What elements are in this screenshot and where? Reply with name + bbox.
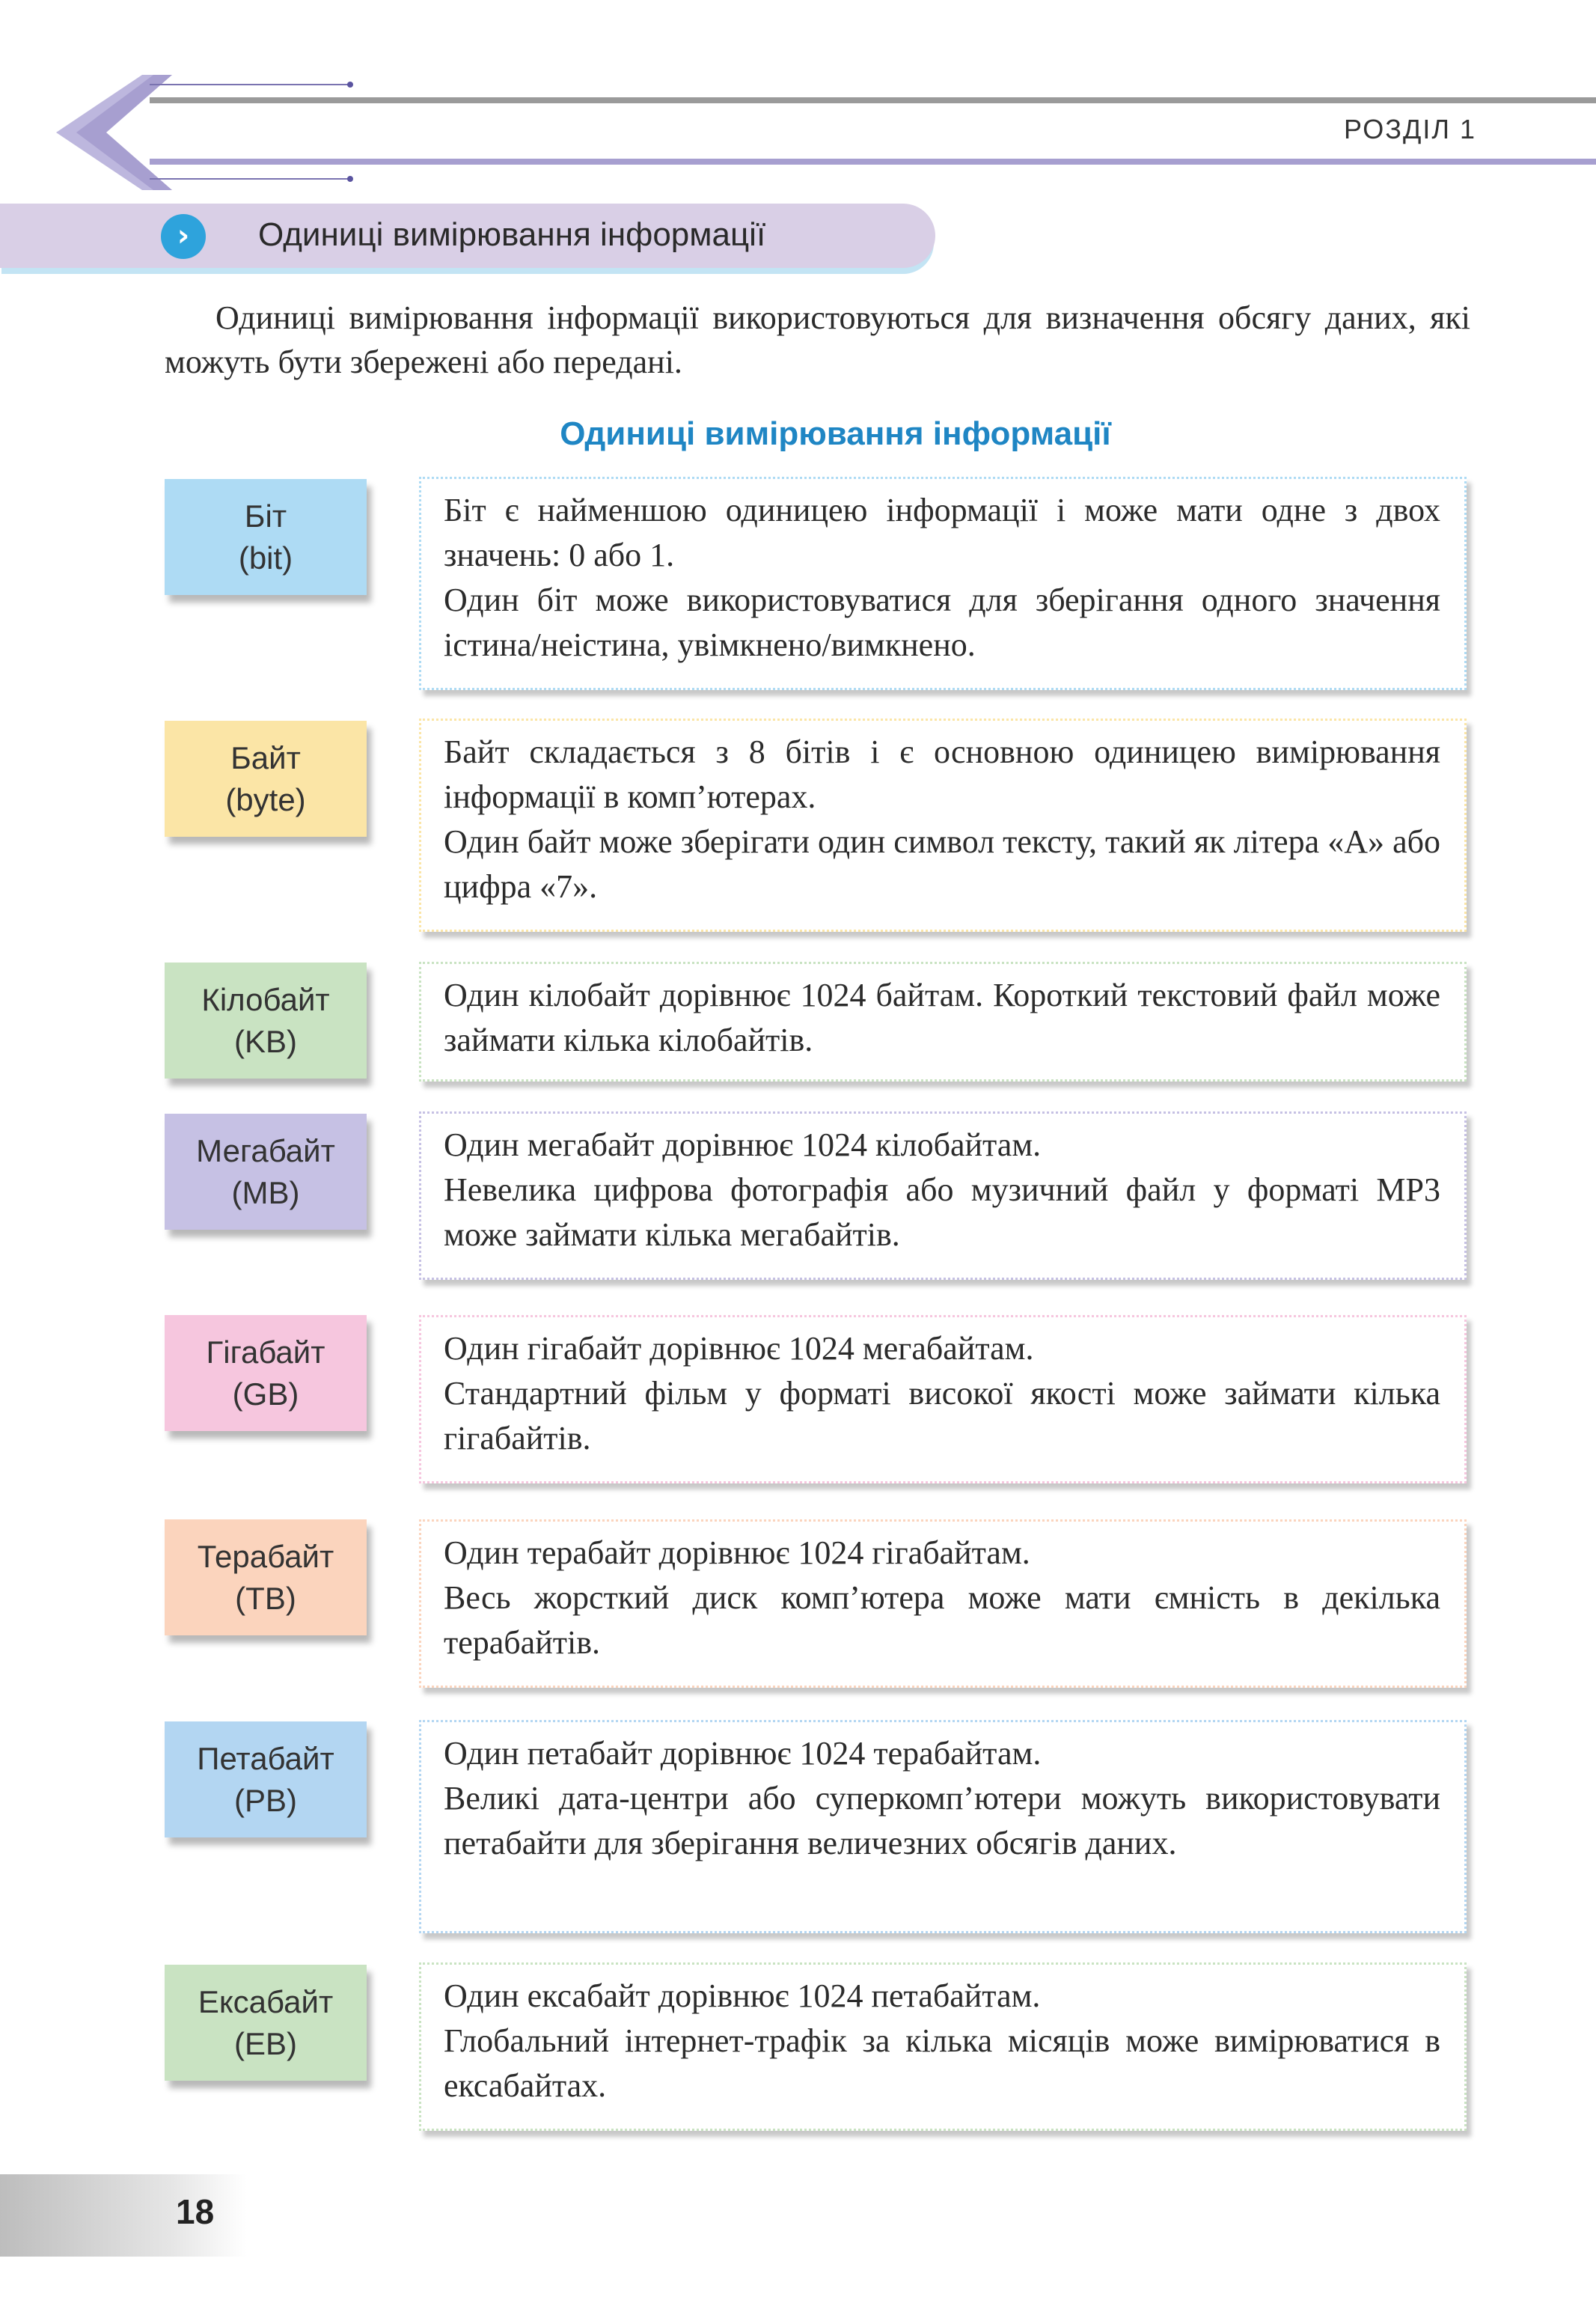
unit-line: Один ексабайт дорівнює 1024 петабайтам. bbox=[444, 1977, 1041, 2014]
unit-line: Стандартний фільм у форматі високої якості може займати кілька гігабайтів. bbox=[444, 1375, 1440, 1457]
unit-line: Один біт може використовуватися для зберігання одного значення істина/неістина, увімкнено/вимкнено. bbox=[444, 582, 1440, 663]
unit-line: Один кілобайт дорівнює 1024 байтам. Короткий текстовий файл може займати кілька кілобайтів. bbox=[444, 977, 1440, 1058]
unit-name: Ексабайт bbox=[198, 1983, 334, 2019]
table-title-text: Одиниці вимірювання інформації bbox=[560, 415, 1111, 452]
unit-line: Невелика цифрова фотографія або музичний файл у форматі MP3 може займати кілька мегабайтів. bbox=[444, 1171, 1440, 1253]
unit-description-petabyte bbox=[419, 1720, 1467, 1933]
unit-description-exabyte bbox=[419, 1962, 1467, 2131]
unit-line: Один мегабайт дорівнює 1024 кілобайтам. bbox=[444, 1126, 1042, 1163]
header-line-gray bbox=[150, 97, 1596, 103]
header-thin-line-bottom bbox=[150, 178, 352, 180]
header-arrow-icon bbox=[45, 69, 172, 196]
header-dot-top bbox=[347, 82, 353, 88]
chevron-right-icon: › bbox=[161, 214, 206, 259]
unit-label-kilobyte bbox=[165, 963, 367, 1079]
unit-label-megabyte bbox=[165, 1114, 367, 1230]
unit-label-exabyte bbox=[165, 1965, 367, 2081]
unit-label-byte bbox=[165, 721, 367, 837]
table-title bbox=[0, 415, 1596, 453]
unit-line: Весь жорсткий диск комп’ютера може мати ємність в декілька терабайтів. bbox=[444, 1579, 1440, 1661]
page-number: 18 bbox=[176, 2192, 215, 2231]
unit-line: Великі дата-центри або суперкомп’ютери можуть використовувати петабайти для зберігання величезних обсягів даних. bbox=[444, 1780, 1440, 1861]
header-thin-line-top bbox=[150, 84, 352, 85]
unit-name: Біт bbox=[244, 498, 287, 534]
unit-description-gigabyte bbox=[419, 1315, 1467, 1483]
unit-description-bit bbox=[419, 477, 1467, 690]
unit-abbr: (bit) bbox=[238, 540, 293, 576]
unit-abbr: (EB) bbox=[234, 2025, 297, 2061]
unit-label-bit bbox=[165, 479, 367, 595]
header-line-purple bbox=[150, 159, 1596, 165]
header-dot-bottom bbox=[347, 176, 353, 182]
unit-name: Терабайт bbox=[197, 1538, 334, 1574]
unit-description-kilobyte bbox=[419, 962, 1467, 1082]
unit-abbr: (MB) bbox=[231, 1174, 300, 1210]
unit-line: Один терабайт дорівнює 1024 гігабайтам. bbox=[444, 1534, 1030, 1571]
unit-abbr: (PB) bbox=[234, 1782, 297, 1818]
unit-name: Петабайт bbox=[197, 1740, 334, 1776]
unit-line: Один петабайт дорівнює 1024 терабайтам. bbox=[444, 1735, 1042, 1772]
unit-label-terabyte bbox=[165, 1519, 367, 1635]
unit-line: Байт складається з 8 бітів і є основною одиницею вимірювання інформації в комп’ютерах. bbox=[444, 733, 1440, 815]
unit-abbr: (TB) bbox=[235, 1580, 296, 1616]
unit-name: Байт bbox=[230, 739, 301, 775]
unit-label-gigabyte bbox=[165, 1315, 367, 1431]
unit-line: Глобальний інтернет-трафік за кілька місяців може вимірюватися в ексабайтах. bbox=[444, 2022, 1440, 2104]
unit-line: Біт є найменшою одиницею інформації і може мати одне з двох значень: 0 або 1. bbox=[444, 492, 1440, 573]
intro-paragraph: Одиниці вимірювання інформації використовуються для визначення обсягу даних, які можуть бути збережені або передані. bbox=[165, 299, 1470, 380]
section-label: РОЗДІЛ 1 bbox=[1344, 114, 1476, 144]
unit-abbr: (byte) bbox=[225, 781, 306, 817]
unit-label-petabyte bbox=[165, 1721, 367, 1837]
unit-description-megabyte bbox=[419, 1111, 1467, 1280]
unit-line: Один байт може зберігати один символ тексту, такий як літера «А» або цифра «7». bbox=[444, 823, 1440, 905]
unit-line: Один гігабайт дорівнює 1024 мегабайтам. bbox=[444, 1330, 1034, 1367]
unit-name: Гігабайт bbox=[206, 1334, 325, 1370]
unit-abbr: (GB) bbox=[232, 1376, 299, 1412]
unit-description-terabyte bbox=[419, 1519, 1467, 1688]
unit-name: Кілобайт bbox=[201, 981, 330, 1017]
unit-description-byte bbox=[419, 719, 1467, 932]
banner-title: Одиниці вимірювання інформації bbox=[258, 216, 766, 253]
unit-abbr: (KB) bbox=[234, 1023, 297, 1059]
unit-name: Мегабайт bbox=[196, 1132, 335, 1168]
